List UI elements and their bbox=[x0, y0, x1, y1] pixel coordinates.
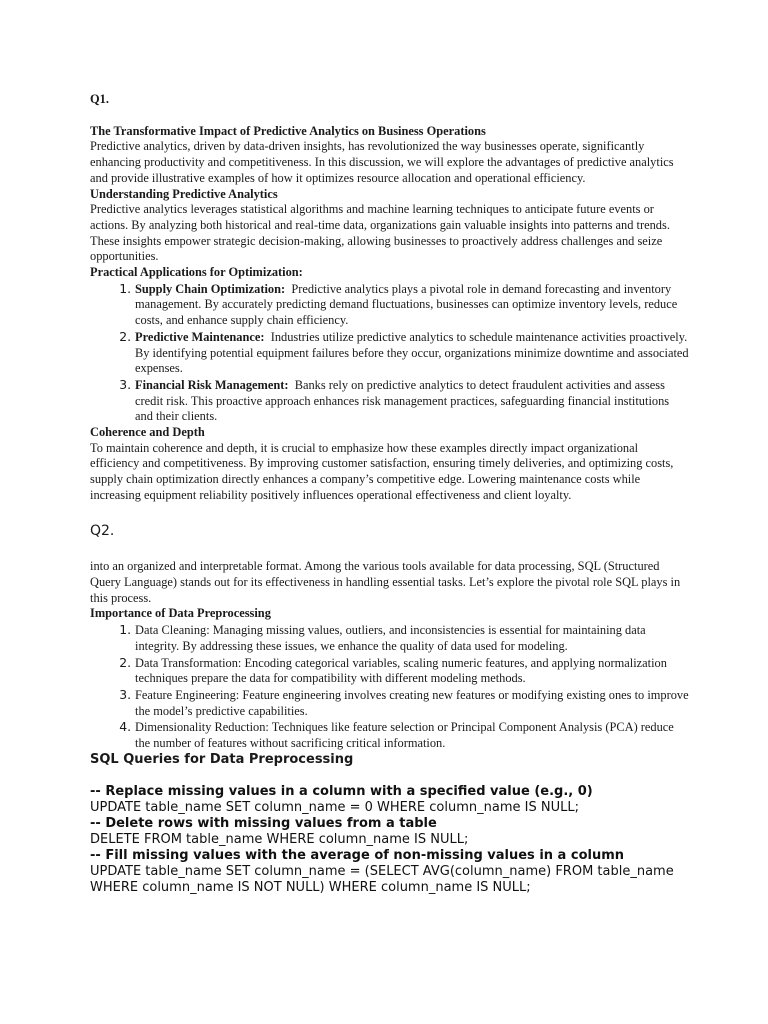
sql-comment: -- Fill missing values with the average of non-missing values in a column bbox=[90, 847, 625, 863]
list-item-term: Financial Risk Management: bbox=[135, 377, 289, 392]
list-item bbox=[135, 281, 690, 329]
list-item: 3. Feature Engineering: Feature engineering involves creating new features or modifying existing ones to improve the model’s predictive capabilities. bbox=[135, 687, 690, 719]
q1-intro-paragraph: Predictive analytics, driven by data-driven insights, has revolutionized the way businesses operate, significantly enhancing productivity and competitiveness. In this discussion, we will explore the advantages of predictive analytics and provide illustrative examples of how it optimizes resource allocation and operational efficiency. bbox=[90, 139, 674, 185]
list-item-term: Supply Chain Optimization: bbox=[135, 281, 286, 296]
q1-section2-heading: Practical Applications for Optimization: bbox=[90, 265, 303, 280]
list-item bbox=[135, 377, 690, 425]
q2-section1-heading: Importance of Data Preprocessing bbox=[90, 606, 271, 621]
sql-code: UPDATE table_name SET column_name = 0 WHERE column_name IS NULL; bbox=[90, 799, 579, 815]
question-2-label: Q2. bbox=[90, 522, 115, 539]
sql-code: UPDATE table_name SET column_name = (SELECT AVG(column_name) FROM table_name WHERE column_name IS NOT NULL) WHERE column_name IS NULL; bbox=[90, 863, 674, 895]
q2-intro-paragraph: into an organized and interpretable format. Among the various tools available for data processing, SQL (Structured Query Language) stands out for its effectiveness in handling essential tasks. Let’s explore the pivotal role SQL plays in this process. bbox=[90, 559, 681, 605]
q1-section1-heading: Understanding Predictive Analytics bbox=[90, 186, 278, 201]
list-item-text: Predictive analytics plays a pivotal role in demand forecasting and inventory management. By accurately predicting demand fluctuations, businesses can optimize inventory levels, reduce costs, and enhance supply chain efficiency. bbox=[135, 281, 678, 328]
q1-section1-paragraph: Predictive analytics leverages statistical algorithms and machine learning techniques to anticipate future events or actions. By analyzing both historical and real-time data, organizations gain valuable insights into patterns and trends. These insights empower strategic decision-making, allowing businesses to proactively address challenges and seize opportunities. bbox=[90, 202, 670, 264]
list-item bbox=[135, 329, 690, 377]
applications-list bbox=[90, 281, 690, 425]
sql-heading: SQL Queries for Data Preprocessing bbox=[90, 751, 354, 767]
list-item-text: Banks rely on predictive analytics to detect fraudulent activities and assess credit risk. This proactive approach enhances risk management practices, safeguarding financial institutions and their clients. bbox=[135, 377, 670, 424]
question-1-label: Q1. bbox=[90, 92, 109, 106]
list-item-text: Industries utilize predictive analytics to schedule maintenance activities proactively. By identifying potential equipment failures before they occur, organizations minimize downtime and associated expenses. bbox=[135, 329, 689, 376]
q1-section3-paragraph: To maintain coherence and depth, it is crucial to emphasize how these examples directly impact organizational efficiency and competitiveness. By improving customer satisfaction, ensuring timely deliveries, and optimizing costs, supply chain optimization directly enhances a company’s competitive edge. Lowering maintenance costs while increasing equipment reliability positively influences operational effectiveness and client loyalty. bbox=[90, 440, 674, 502]
q1-section3-heading: Coherence and Depth bbox=[90, 425, 205, 440]
list-item: 1. Data Cleaning: Managing missing values, outliers, and inconsistencies is essential for maintaining data integrity. By addressing these issues, we enhance the quality of data used for modeling. bbox=[135, 622, 690, 654]
document-page bbox=[90, 92, 690, 896]
preprocessing-list bbox=[90, 622, 690, 752]
sql-comment: -- Delete rows with missing values from a table bbox=[90, 815, 437, 831]
list-item: 4. Dimensionality Reduction: Techniques like feature selection or Principal Component Analysis (PCA) reduce the number of features without sacrificing critical information. bbox=[135, 719, 690, 751]
q1-title: The Transformative Impact of Predictive Analytics on Business Operations bbox=[90, 123, 486, 138]
list-item-term: Predictive Maintenance: bbox=[135, 329, 265, 344]
list-item: 2. Data Transformation: Encoding categorical variables, scaling numeric features, and applying normalization techniques prepare the data for compatibility with different modeling methods. bbox=[135, 655, 690, 687]
sql-code: DELETE FROM table_name WHERE column_name IS NULL; bbox=[90, 831, 469, 847]
sql-comment: -- Replace missing values in a column with a specified value (e.g., 0) bbox=[90, 783, 593, 799]
